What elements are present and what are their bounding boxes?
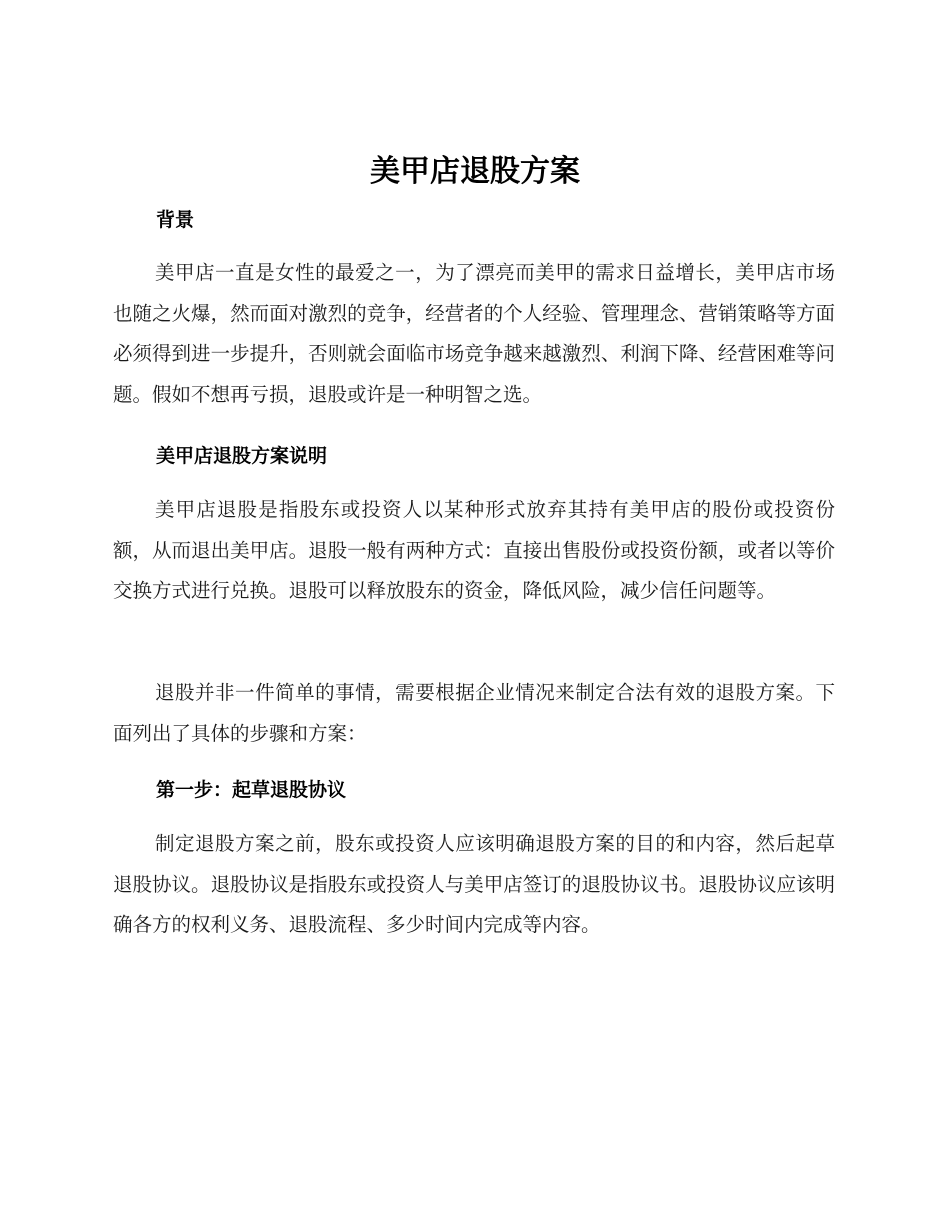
paragraph-explanation-1: 美甲店退股是指股东或投资人以某种形式放弃其持有美甲店的股份或投资份额，从而退出美甲店。退股一般有两种方式：直接出售股份或投资份额，或者以等价交换方式进行兑换。退股可以释放股东的资金，降低风险，减少信任问题等。	[113, 498, 835, 602]
section-heading-explanation: 美甲店退股方案说明	[156, 445, 328, 467]
paragraph-explanation-2: 退股并非一件简单的事情，需要根据企业情况来制定合法有效的退股方案。下面列出了具体的步骤和方案：	[113, 681, 835, 745]
document-title: 美甲店退股方案	[370, 154, 580, 189]
paragraph-step-one: 制定退股方案之前，股东或投资人应该明确退股方案的目的和内容，然后起草退股协议。退股协议是指股东或投资人与美甲店签订的退股协议书。退股协议应该明确各方的权利义务、退股流程、多少时间内完成等内容。	[113, 832, 835, 936]
section-heading-step-one: 第一步：起草退股协议	[156, 779, 347, 801]
section-heading-background: 背景	[156, 209, 195, 231]
paragraph-background: 美甲店一直是女性的最爱之一，为了漂亮而美甲的需求日益增长，美甲店市场也随之火爆，然而面对激烈的竞争，经营者的个人经验、管理理念、营销策略等方面必须得到进一步提升，否则就会面临市场竞争越来越激烈、利润下降、经营困难等问题。假如不想再亏损，退股或许是一种明智之选。	[113, 261, 835, 406]
